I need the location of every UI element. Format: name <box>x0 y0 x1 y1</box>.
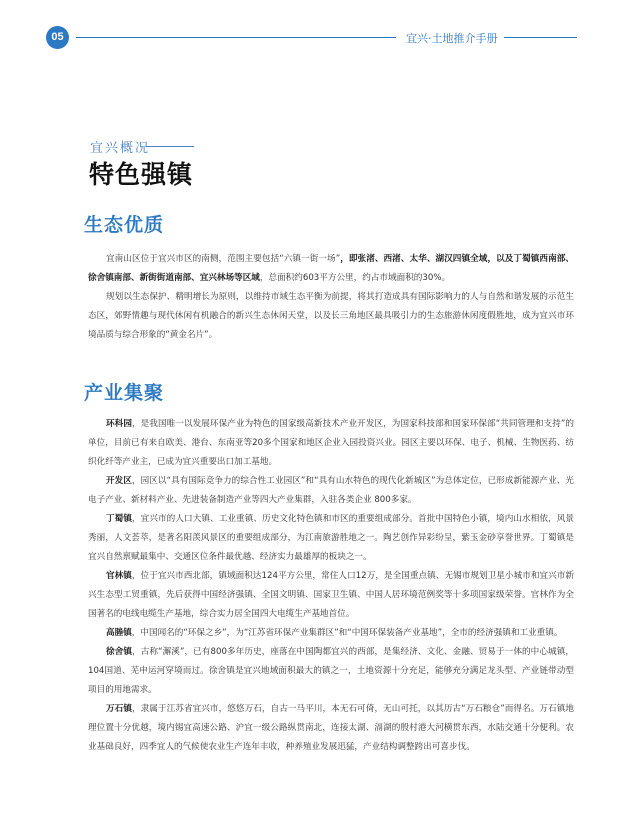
header-rule-tail <box>504 37 577 38</box>
eco-paragraph-1 <box>88 250 574 288</box>
eco-p1-a: 宜南山区位于宜兴市区的南侧，范围主要包括“六镇一街一场” <box>106 254 341 264</box>
industry-item-text: ，古称“澥溪”，已有800多年历史，座落在中国陶都宜兴的西部，是集经济、文化、金融、贸易于一体的中心城镇，104国道、芜申运河穿境而过。徐舍镇是宜兴地域面积最大的镇之一，土地资源十分充足，能够充分满足龙头型、产业链带动型项目的用地需求。 <box>88 647 574 695</box>
industry-item <box>88 624 574 643</box>
industry-item-name: 环科园 <box>106 419 132 429</box>
eco-paragraph-2: 规划以生态保护、精明增长为原则，以维持市域生态平衡为前提，将其打造成具有国际影响力的人与自然和谐发展的示范生态区，郊野情趣与现代休闲有机融合的新兴生态休闲天堂，以及长三角地区最具吸引力的生态旅游休闲度假胜地，成为宜兴市环境品质与综合形象的“黄金名片”。 <box>88 292 574 340</box>
industry-item-text: ，位于宜兴市西北部，镇域面积达124平方公里，常住人口12万，是全国重点镇、无锡市规划卫星小城市和宜兴市新兴生态型工贸重镇，先后获得中国经济强镇、全国文明镇、国家卫生镇、中国人居环境范例奖等十多项国家级荣誉。官林作为全国著名的电线电缆生产基地，综合实力居全国四大电缆生产基地首位。 <box>88 571 574 619</box>
header-title: 宜兴·土地推介手册 <box>406 32 498 45</box>
industry-item-name: 徐舍镇 <box>106 647 133 657</box>
section-label-rule <box>146 146 194 147</box>
page-title: 特色强镇 <box>89 160 194 189</box>
industry-item <box>88 700 574 757</box>
industry-item <box>88 567 574 624</box>
eco-p1-b: ，即张渚、西渚、太华、湖汉四镇全域，以及丁蜀镇西南部、徐舍镇南部、新街街道南部、宜兴林场等区域 <box>88 254 574 283</box>
industry-item-name: 高塍镇 <box>106 628 132 638</box>
industry-item-text: ，是我国唯一以发展环保产业为特色的国家级高新技术产业开发区，为国家科技部和国家环保部“共同管理和支持”的单位，目前已有来自欧美、港台、东南亚等20多个国家和地区企业入园投资兴业。园区主要以环保、电子、机械、生物医药、纺织化纤等产业主，已成为宜兴重要出口加工基地。 <box>88 419 574 467</box>
industry-item-text: ，园区以“具有国际竞争力的综合性工业园区”和“具有山水特色的现代化新城区”为总体定位，已形成新能源产业、光电子产业、新材料产业、先进装备制造产业等四大产业集群，入驻各类企业 800多家。 <box>88 476 574 505</box>
industry-item <box>88 643 574 700</box>
industry-item-name: 万石镇 <box>106 704 132 714</box>
page-header <box>46 26 577 50</box>
industry-heading: 产业集聚 <box>84 382 165 404</box>
eco-body <box>88 250 574 345</box>
industry-item-text: ，中国闻名的“环保之乡”，为“江苏省环保产业集群区”和“中国环保装备产业基地”，全市的经济强镇和工业重镇。 <box>131 628 563 638</box>
section-label: 宜兴概况 <box>90 141 151 156</box>
industry-body <box>88 415 574 757</box>
industry-item <box>88 472 574 510</box>
industry-item <box>88 510 574 567</box>
industry-item <box>88 415 574 472</box>
eco-p1-c: ，总面积约603平方公里，约占市域面积的30%。 <box>259 273 451 283</box>
industry-item-name: 官林镇 <box>106 571 132 581</box>
industry-item-text: ，隶属于江苏省宜兴市，悠悠万石，自古一马平川，本无石可倚，无山可托，以其历古“万石粮仓”而得名。万石镇地理位置十分优越，境内锡宜高速公路、沪宜一级公路纵贯南北，连接太湖、滆湖的殷村港大河横贯东西，水陆交通十分便利。农业基础良好，四季宜人的气候使农业生产连年丰收，种养殖业发展迅猛，产业结构调整跨出可喜步伐。 <box>88 704 574 752</box>
eco-heading: 生态优质 <box>84 214 165 236</box>
industry-item-name: 开发区 <box>106 476 132 486</box>
header-rule <box>76 37 396 38</box>
industry-item-name: 丁蜀镇 <box>106 514 133 524</box>
page-number-badge: 05 <box>46 26 69 49</box>
industry-item-text: ，宜兴市的人口大镇、工业重镇、历史文化特色镇和市区的重要组成部分。首批中国特色小镇，境内山水相依，风景秀丽，人文荟萃，是著名阳羡风景区的重要组成部分，为江南旅游胜地之一。陶艺创作异彩纷呈，紫玉金砂享誉世界。丁蜀镇是宜兴自然禀赋最集中、交通区位条件最优越、经济实力最雄厚的板块之一。 <box>88 514 574 562</box>
